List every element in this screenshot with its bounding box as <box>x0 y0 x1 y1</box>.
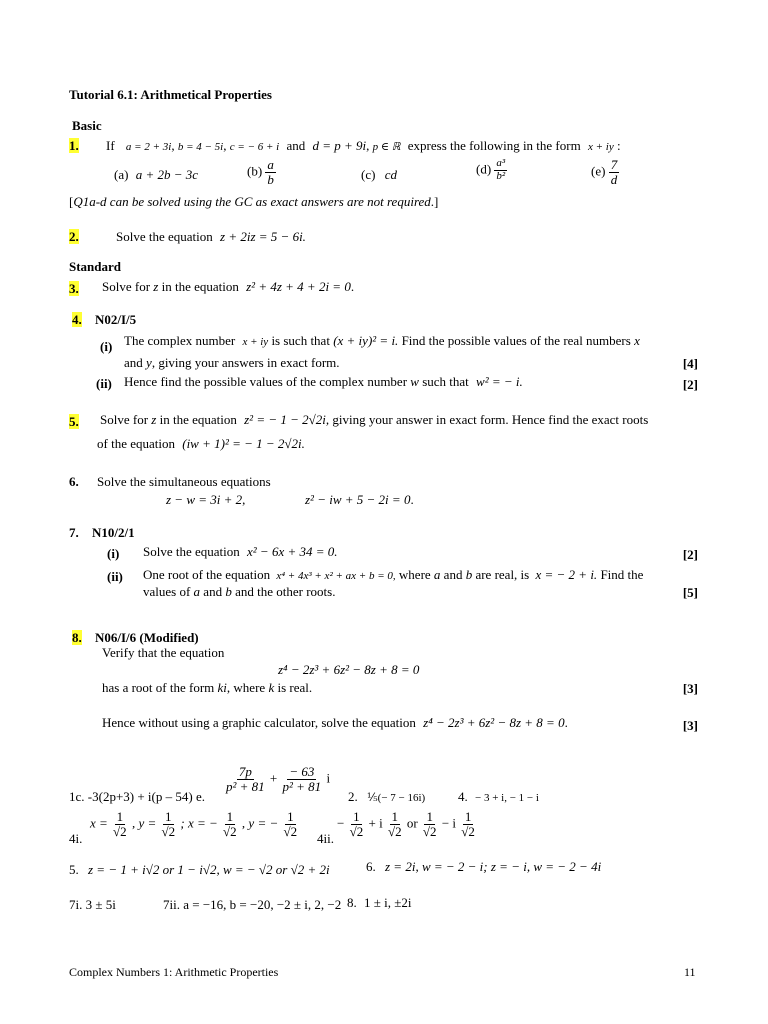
answer-1e: $\frac{7p}{\text{p² + 81}}$ + $\frac{- 63}{\text{p² + 81}}$ i <box>226 764 331 794</box>
q7-part-ii-label: (ii) <box>107 569 123 584</box>
q8-marks-2: [3] <box>682 718 698 733</box>
answer-4ii: − $\frac{1}{√2}$ + i $\frac{1}{√2}$ or $\frac{1}{√2}$ − i $\frac{1}{√2}$ <box>337 809 475 839</box>
q1-part-a: (a) a + 2b − 3c <box>114 167 199 182</box>
answer-4i: x = $\frac{1}{√2}$ , y = $\frac{1}{√2}$ ; x = − $\frac{1}{√2}$ , y = − $\frac{1}{√2}$ <box>90 809 298 839</box>
question-2-text: Solve the equation z + 2iz = 5 − 6i. <box>116 229 306 244</box>
q1-part-b: (b) $\frac{a}{b}$ <box>247 157 274 187</box>
q8-line-4: Hence without using a graphic calculator, solve the equation z⁴ − 2z³ + 6z² − 8z + 8 = 0. <box>102 715 568 730</box>
q7-part-i-text: Solve the equation x² − 6x + 34 = 0. <box>143 544 338 559</box>
question-3: 3. <box>69 281 79 296</box>
question-4: 4. N02/I/5 <box>72 312 137 327</box>
q4-i-marks: [4] <box>682 356 698 371</box>
q4-part-i-label: (i) <box>100 339 113 354</box>
answer-7i: 7i. 3 ± 5i <box>69 897 116 912</box>
question-2: 2. <box>69 229 79 244</box>
answer-8: 8. 1 ± i, ±2i <box>347 895 412 910</box>
question-7: 7. N10/2/1 <box>69 525 135 540</box>
q1-part-e: (e) $\frac{7}{d}$ <box>591 157 618 187</box>
question-5-text: Solve for z in the equation z² = − 1 − 2√2i, giving your answer in exact form. Hence find the exact roots <box>100 412 649 427</box>
page-title: Tutorial 6.1: Arithmetical Properties <box>69 87 272 102</box>
question-5: 5. <box>69 414 79 429</box>
footer-page-number: 11 <box>684 965 696 979</box>
q8-line-1: Verify that the equation <box>102 645 225 660</box>
q1-part-d: (d) $\frac{\text{a³}}{\text{b²}}$ <box>476 157 506 182</box>
q1-part-c: (c) cd <box>361 167 397 182</box>
question-5-line2: of the equation (iw + 1)² = − 1 − 2√2i. <box>97 436 305 451</box>
q4-part-i-text: The complex number x + iy is such that (x + iy)² = i. Find the possible values of the real numbers x <box>124 333 640 348</box>
question-6-text: Solve the simultaneous equations <box>97 474 271 489</box>
q7-part-i-label: (i) <box>107 546 120 561</box>
q4-ii-marks: [2] <box>682 377 698 392</box>
q7-i-marks: [2] <box>682 547 698 562</box>
q7-part-ii-text: One root of the equation x⁴ + 4x³ + x² + ax + b = 0, where a and b are real, is x = − 2 + i. Find the <box>143 567 644 582</box>
footer-title: Complex Numbers 1: Arithmetic Properties <box>69 965 279 979</box>
answer-4ii-label: 4ii. <box>317 831 334 846</box>
question-8: 8. N06/I/6 (Modified) <box>72 630 199 645</box>
answer-7ii: 7ii. a = −16, b = −20, −2 ± i, 2, −2 <box>163 897 342 912</box>
question-1-text: If a = 2 + 3i, b = 4 − 5i, c = − 6 + i and d = p + 9i, p ∈ ℝ express the following in the form x + iy : <box>106 138 621 153</box>
q8-line-3: has a root of the form ki, where k is real. <box>102 680 313 695</box>
answer-4i-label: 4i. <box>69 831 83 846</box>
q7-ii-marks: [5] <box>682 585 698 600</box>
answer-4: 4. − 3 + i, − 1 − i <box>458 789 539 804</box>
q8-marks-1: [3] <box>682 681 698 696</box>
answer-5: 5. z = − 1 + i√2 or 1 − i√2, w = − √2 or √2 + 2i <box>69 862 330 877</box>
q1-note: [Q1a-d can be solved using the GC as exact answers are not required.] <box>69 194 439 209</box>
q6-equation-1: z − w = 3i + 2, <box>166 492 246 507</box>
q6-equation-2: z² − iw + 5 − 2i = 0. <box>305 492 414 507</box>
q4-part-i-line2: and y, giving your answers in exact form. <box>124 355 340 370</box>
q4-part-ii-text: Hence find the possible values of the complex number w such that w² = − i. <box>124 374 523 389</box>
answer-2: 2. ⅕(− 7 − 16i) <box>348 789 426 804</box>
question-number: 1. <box>69 138 79 153</box>
q7-part-ii-line2: values of a and b and the other roots. <box>143 584 336 599</box>
q8-equation: z⁴ − 2z³ + 6z² − 8z + 8 = 0 <box>278 662 420 677</box>
answer-6: 6. z = 2i, w = − 2 − i; z = − i, w = − 2 − 4i <box>366 859 602 874</box>
section-standard: Standard <box>69 259 122 274</box>
q4-part-ii-label: (ii) <box>96 376 112 391</box>
section-basic: Basic <box>72 118 102 133</box>
question-3-text: Solve for z in the equation z² + 4z + 4 + 2i = 0. <box>102 279 355 294</box>
question-1 <box>69 139 79 154</box>
answer-1c: 1c. -3(2p+3) + i(p – 54) e. <box>69 789 205 804</box>
question-6: 6. <box>69 474 79 489</box>
